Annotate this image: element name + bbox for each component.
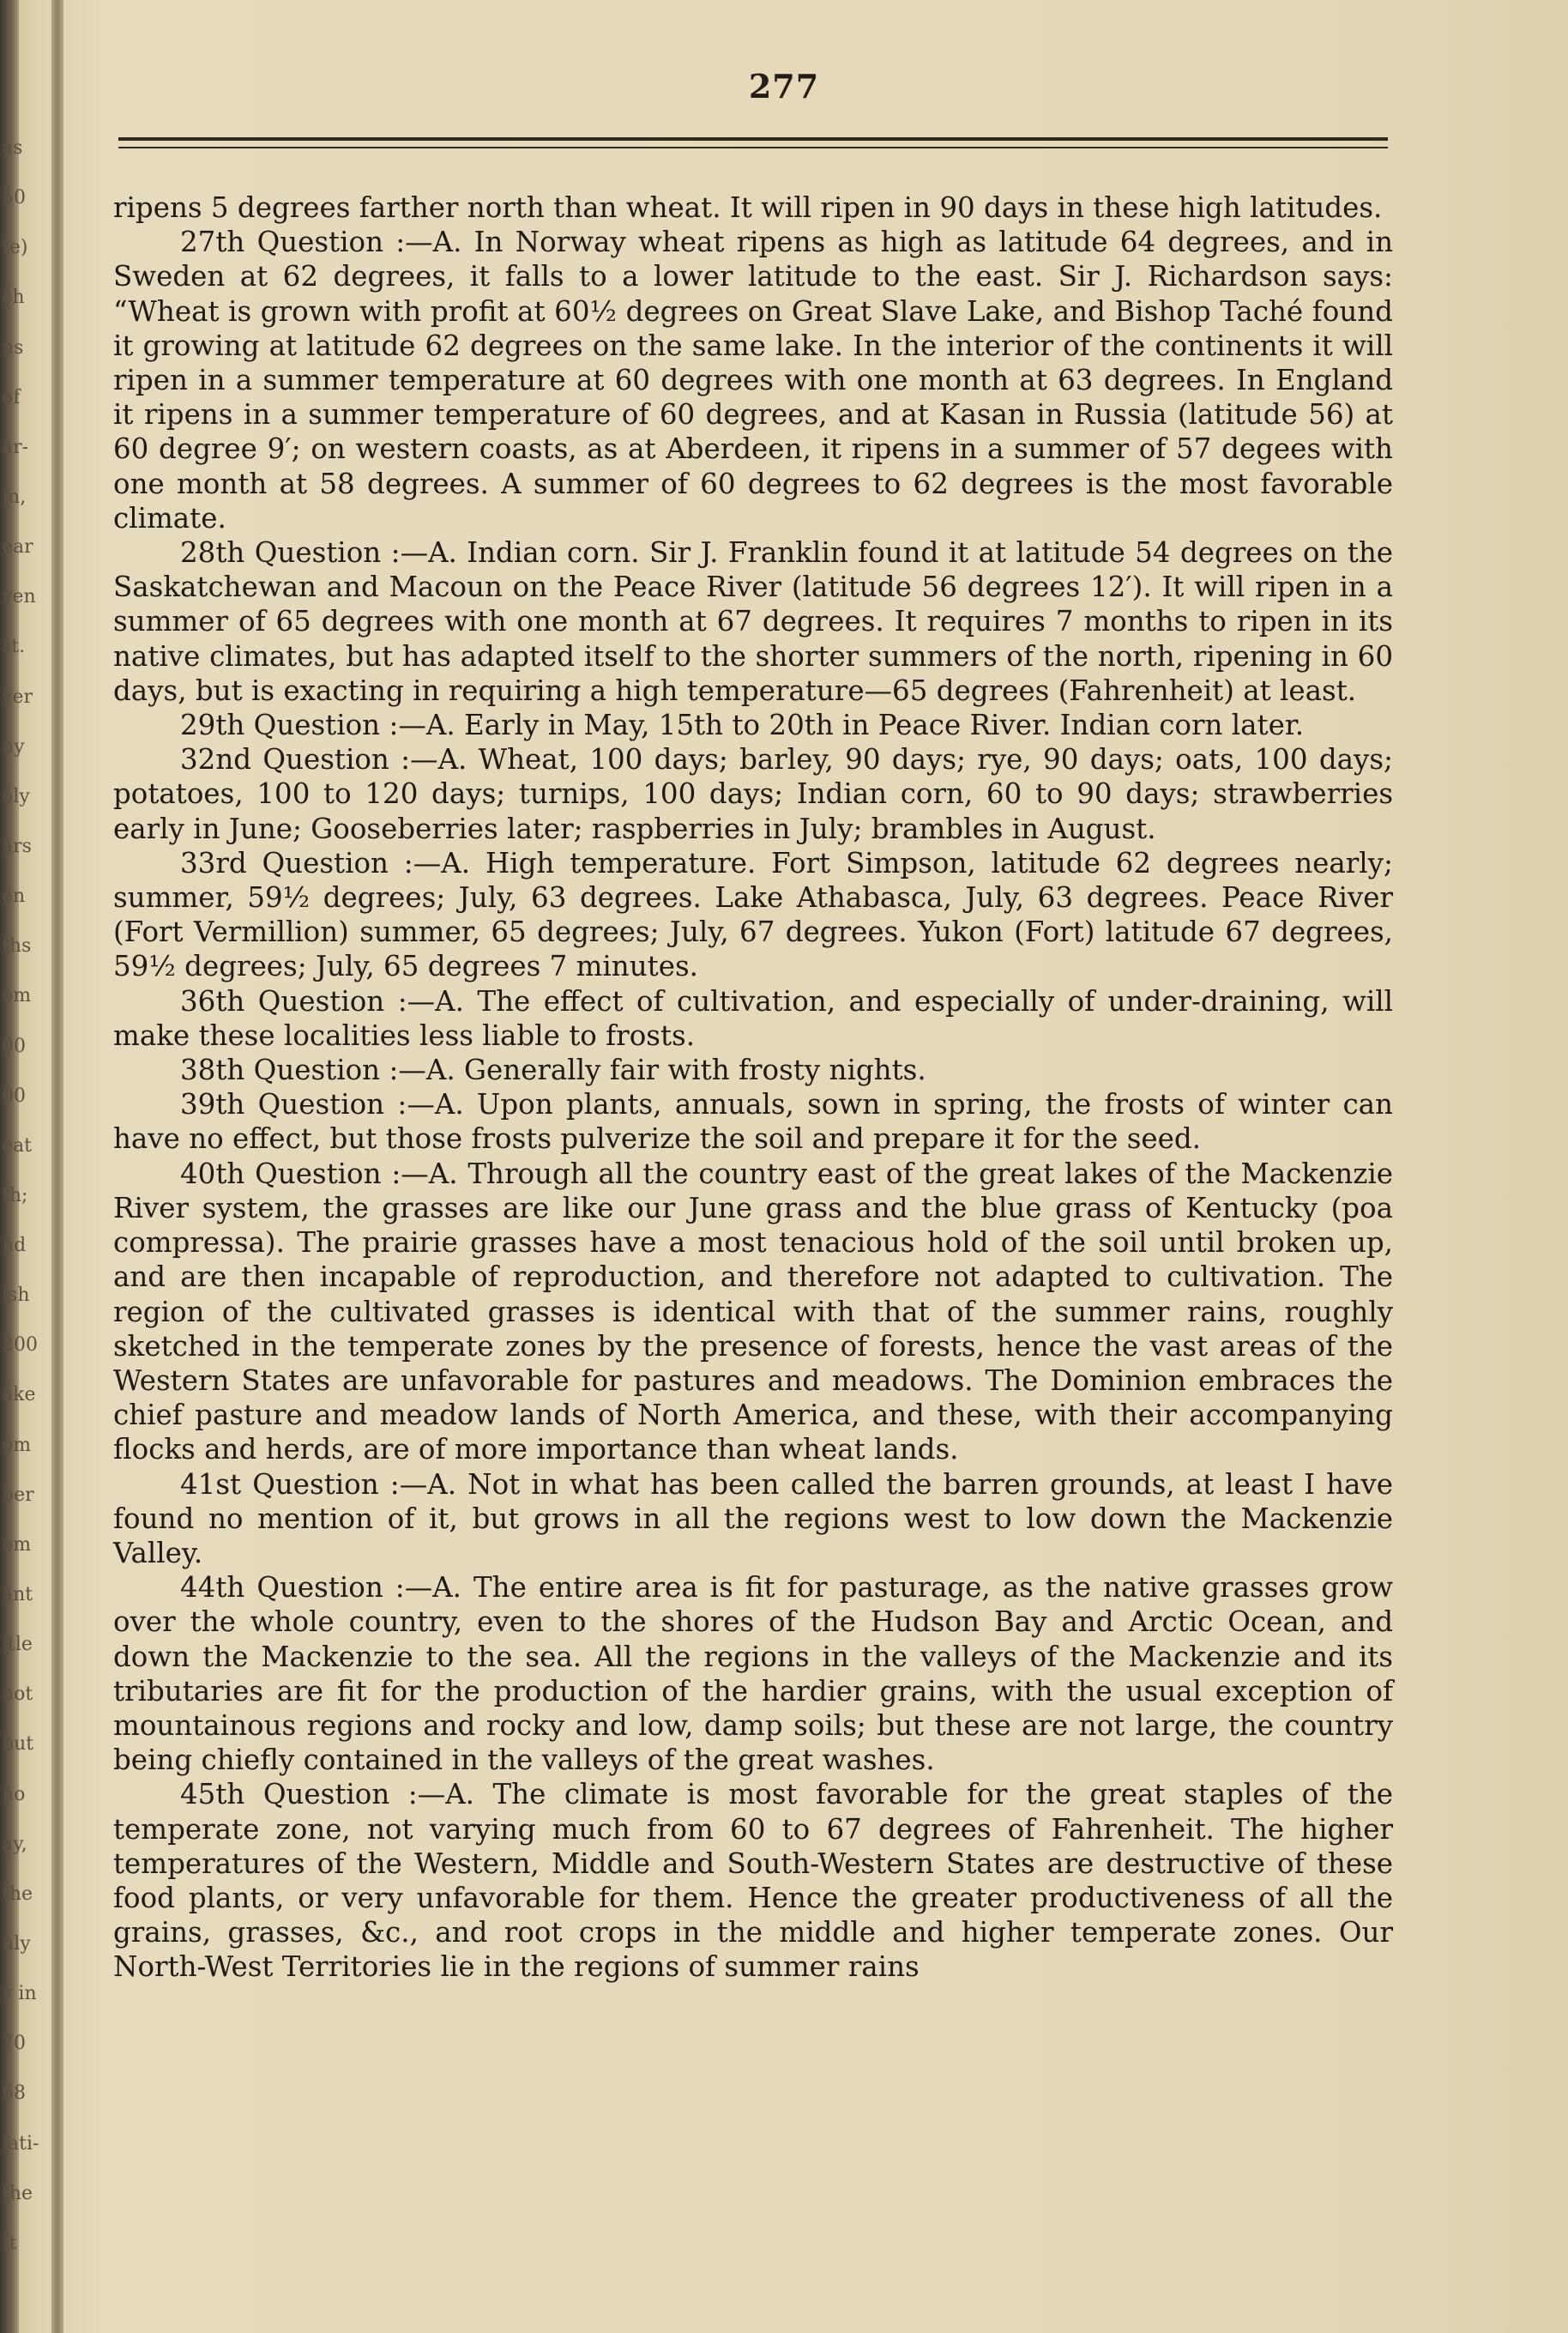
margin-fragment: 200 [2, 1334, 38, 1356]
margin-fragment: ths [2, 935, 32, 957]
margin-fragment: ish [2, 1284, 30, 1306]
margin-fragment: en [2, 885, 26, 907]
paragraph-q38: 38th Question :—A. Generally fair with frosty nights. [180, 1054, 926, 1087]
bleed-through-margin [0, 137, 39, 2300]
margin-fragment: 70 [2, 2033, 26, 2054]
margin-fragment: ns [2, 337, 24, 359]
margin-fragment: oly [2, 786, 30, 807]
margin-fragment: ars [2, 836, 32, 857]
body-text [113, 190, 1393, 1985]
margin-fragment: of [2, 387, 21, 408]
margin-fragment: ar- [2, 437, 29, 458]
margin-fragment: uly [2, 1933, 31, 1955]
margin-fragment: ven [2, 586, 36, 607]
margin-fragment: ear [2, 536, 33, 558]
margin-fragment: te) [2, 237, 28, 258]
paragraph-q40: 40th Question :—A. Through all the country east of the great lakes of the Mackenzie River system, the grasses are like our June grass and the blue grass of Kentucky (poa compressa). The prairie grasses have a most tenacious hold of the soil until broken up, and are then incapable of reproduction, and therefore not adapted to cultivation. The region of the cultivated grasses is identical with that of the summer rains, roughly sketched in the temperate zones by the presence of forests, hence the vast areas of the Western States are unfavorable for pastures and meadows. The Dominion embraces the chief pasture and meadow lands of North America, and these, with their accompanying flocks and herds, are of more importance than wheat lands. [113, 1157, 1393, 1466]
margin-fragment: lati- [2, 2133, 39, 2155]
paragraph-q32: 32nd Question :—A. Wheat, 100 days; barley, 90 days; rye, 90 days; oats, 100 days; potatoes, 100 to 120 days; turnips, 100 days; Indian corn, 60 to 90 days; strawberries early in June; Gooseberries later; raspberries in July; brambles in August. [113, 743, 1393, 845]
paragraph-q28: 28th Question :—A. Indian corn. Sir J. Franklin found it at latitude 54 degrees on the Saskatchewan and Macoun on the Peace River (latitude 56 degrees 12′). It will ripen in a summer of 65 degrees with one month at 67 degrees. It requires 7 months to ripen in its native climates, but has adapted itself to the shorter summers of the north, ripening in 60 days, but is exacting in requiring a high temperature—65 degrees (Fahrenheit) at least. [113, 536, 1393, 707]
page-gutter [51, 0, 63, 2333]
margin-fragment: om [2, 1435, 32, 1456]
margin-fragment: eat [2, 1135, 32, 1157]
margin-fragment: th; [2, 1185, 28, 1206]
margin-fragment: in, [2, 487, 27, 508]
margin-fragment: the [2, 1883, 33, 1905]
margin-fragment: ch [2, 287, 25, 308]
margin-fragment: the [2, 2183, 33, 2204]
margin-fragment: not [2, 1683, 33, 1705]
margin-fragment: nd [2, 1235, 27, 1256]
margin-fragment: ver [2, 686, 33, 708]
margin-fragment: 00 [2, 1085, 26, 1107]
header-rule-thin [118, 147, 1388, 148]
paragraph-q29: 29th Question :—A. Early in May, 15th to 20th in Peace River. Indian corn later. [180, 709, 1305, 742]
margin-fragment: ay, [2, 1834, 27, 1855]
paragraph-q44: 44th Question :—A. The entire area is fit for pasturage, as the native grasses grow over the whole country, even to the shores of the Hudson Bay and Arctic Ocean, and down the Mackenzie to the sea. All the regions in the valleys of the Mackenzie and its tributaries are fit for the production of the hardier grains, with the usual exception of mountainous regions and rocky and low, damp soils; but these are not large, the country being chiefly contained in the valleys of the great washes. [113, 1571, 1393, 1777]
paragraph-q27: 27th Question :—A. In Norway wheat ripens as high as latitude 64 degrees, and in Sweden at 62 degrees, it falls to a lower latitude to the east. Sir J. Richardson says: “Wheat is grown with profit at 60½ degrees on Great Slave Lake, and Bishop Taché found it growing at latitude 62 degrees on the same lake. In the interior of the continents it will ripen in a summer temperature at 60 degrees with one month at 63 degrees. In England it ripens in a summer temperature of 60 degrees, and at Kasan in Russia (latitude 56) at 60 degree 9′; on western coasts, as at Aberdeen, it ripens in a summer of 57 degees with one month at 58 degrees. A summer of 60 degrees to 62 degrees is the most favorable climate. [113, 226, 1393, 535]
page-number: 277 [748, 67, 820, 106]
margin-fragment: y in [2, 1983, 37, 2004]
margin-fragment: ny [2, 736, 25, 758]
paragraph-q45: 45th Question :—A. The climate is most favorable for the great staples of the temperate zone, not varying much from 60 to 67 degrees of Fahrenheit. The higher temperatures of the Western, Middle and South-Western States are destructive of these food plants, or very unfavorable for them. Hence the greater productiveness of all the grains, grasses, &c., and root crops in the middle and higher temperate zones. Our North-West Territories lie in the regions of summer rains [113, 1778, 1393, 1984]
margin-fragment: 68 [2, 2082, 26, 2104]
margin-fragment: ber [2, 1484, 34, 1506]
margin-fragment: om [2, 985, 32, 1006]
header-rule-thick [118, 137, 1388, 141]
margin-fragment: as [2, 137, 23, 159]
margin-fragment: st. [2, 636, 26, 657]
margin-fragment: but [2, 1733, 34, 1755]
margin-fragment: ant [2, 1584, 33, 1605]
margin-fragment: ake [2, 1384, 36, 1405]
paragraph-q33: 33rd Question :—A. High temperature. Fort Simpson, latitude 62 degrees nearly; summer, 59½ degrees; July, 63 degrees. Lake Athabasca, July, 63 degrees. Peace River (Fort Vermillion) summer, 65 degrees; July, 67 degrees. Yukon (Fort) latitude 67 degrees, 59½ degrees; July, 65 degrees 7 minutes. [113, 846, 1393, 983]
margin-fragment: 00 [2, 1036, 26, 1057]
paragraph-continuation: ripens 5 degrees farther north than wheat. It will ripen in 90 days in these high latitudes. [113, 191, 1383, 224]
margin-fragment: It [2, 2233, 17, 2254]
paragraph-q36: 36th Question :—A. The effect of cultivation, and especially of under-draining, will make these localities less liable to frosts. [113, 984, 1393, 1052]
margin-fragment: om [2, 1534, 32, 1556]
paragraph-q39: 39th Question :—A. Upon plants, annuals, sown in spring, the frosts of winter can have no effect, but those frosts pulverize the soil and prepare it for the seed. [113, 1088, 1393, 1156]
margin-fragment: 50 [2, 187, 26, 209]
margin-fragment: no [2, 1784, 26, 1805]
margin-fragment: itle [2, 1634, 33, 1655]
paragraph-q41: 41st Question :—A. Not in what has been called the barren grounds, at least I have found no mention of it, but grows in all the regions west to low down the Mackenzie Valley. [113, 1467, 1393, 1569]
